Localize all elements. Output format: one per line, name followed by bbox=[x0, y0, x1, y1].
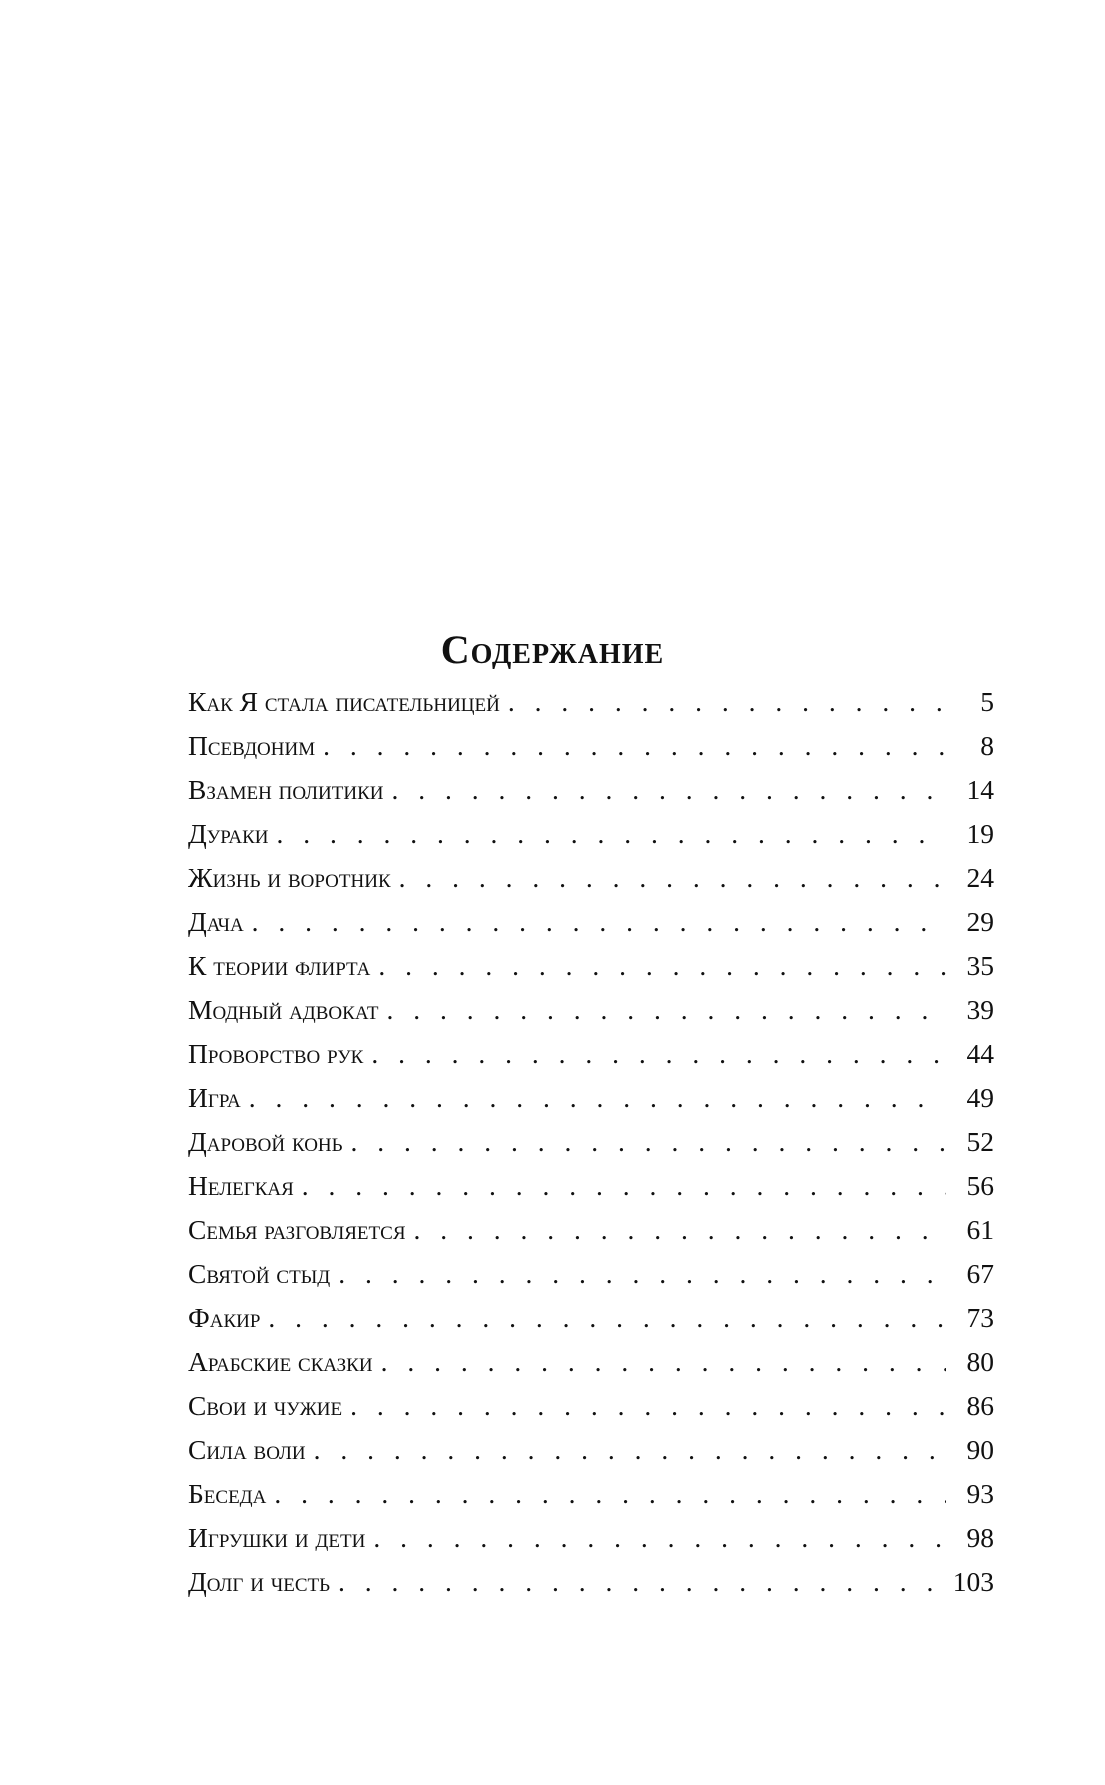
toc-entry-title: Нелегкая bbox=[188, 1170, 294, 1201]
toc-page-number: 90 bbox=[966, 1434, 994, 1465]
toc-dot-leader bbox=[268, 1296, 946, 1340]
toc-dot-leader bbox=[276, 812, 946, 856]
toc-entry[interactable] bbox=[188, 812, 994, 856]
toc-page-number: 29 bbox=[966, 906, 994, 937]
toc-entry-title: Свои и чужие bbox=[188, 1390, 343, 1421]
toc-entry[interactable] bbox=[188, 1560, 994, 1604]
toc-dot-leader bbox=[414, 1208, 947, 1252]
toc-entry-title: Псевдоним bbox=[188, 730, 316, 761]
toc-entry[interactable] bbox=[188, 900, 994, 944]
toc-dot-leader bbox=[378, 944, 946, 988]
toc-entry-title: Долг и честь bbox=[188, 1566, 331, 1597]
toc-dot-leader bbox=[323, 724, 946, 768]
toc-page-number: 44 bbox=[966, 1038, 994, 1069]
toc-entry-title: Как Я стала писательницей bbox=[188, 686, 500, 717]
toc-page-number: 67 bbox=[966, 1258, 994, 1289]
toc-entry[interactable] bbox=[188, 1208, 994, 1252]
toc-entry[interactable] bbox=[188, 1516, 994, 1560]
toc-entry-title: Игра bbox=[188, 1082, 241, 1113]
toc-entry[interactable] bbox=[188, 1296, 994, 1340]
toc-entry-title: Сила воли bbox=[188, 1434, 306, 1465]
toc-entry[interactable] bbox=[188, 944, 994, 988]
toc-entry[interactable] bbox=[188, 1340, 994, 1384]
toc-entry[interactable] bbox=[188, 856, 994, 900]
toc-page-number: 93 bbox=[966, 1478, 994, 1509]
toc-entry[interactable] bbox=[188, 724, 994, 768]
toc-entry-title: Дураки bbox=[188, 818, 269, 849]
toc-page-number: 73 bbox=[966, 1302, 994, 1333]
toc-entry[interactable] bbox=[188, 680, 994, 724]
toc-entry-title: К теории флирта bbox=[188, 950, 371, 981]
toc-title: Содержание bbox=[440, 626, 665, 672]
toc-page-number: 49 bbox=[966, 1082, 994, 1113]
toc-list bbox=[188, 680, 994, 1604]
toc-entry-title: Арабские сказки bbox=[188, 1346, 373, 1377]
toc-page-number: 35 bbox=[966, 950, 994, 981]
toc-dot-leader bbox=[386, 988, 946, 1032]
toc-dot-leader bbox=[274, 1472, 946, 1516]
toc-page-number: 61 bbox=[966, 1214, 994, 1245]
toc-page-number: 86 bbox=[966, 1390, 994, 1421]
toc-page-number: 52 bbox=[966, 1126, 994, 1157]
toc-page-number: 39 bbox=[966, 994, 994, 1025]
toc-entry-title: Модный адвокат bbox=[188, 994, 379, 1025]
toc-page-number: 24 bbox=[966, 862, 994, 893]
toc-entry[interactable] bbox=[188, 1428, 994, 1472]
toc-entry-title: Игрушки и дети bbox=[188, 1522, 366, 1553]
toc-entry-title: Жизнь и воротник bbox=[188, 862, 391, 893]
toc-entry[interactable] bbox=[188, 768, 994, 812]
toc-entry-title: Дача bbox=[188, 906, 244, 937]
toc-page-number: 5 bbox=[980, 686, 994, 717]
toc-entry-title: Семья разговляется bbox=[188, 1214, 406, 1245]
toc-entry-title: Святой стыд bbox=[188, 1258, 331, 1289]
toc-entry[interactable] bbox=[188, 1384, 994, 1428]
toc-entry[interactable] bbox=[188, 1032, 994, 1076]
toc-entry-title: Даровой конь bbox=[188, 1126, 343, 1157]
toc-entry[interactable] bbox=[188, 1472, 994, 1516]
toc-entry-title: Взамен политики bbox=[188, 774, 384, 805]
toc-dot-leader bbox=[302, 1164, 946, 1208]
toc-page-number: 103 bbox=[952, 1566, 994, 1597]
toc-dot-leader bbox=[338, 1252, 946, 1296]
toc-entry[interactable] bbox=[188, 1164, 994, 1208]
toc-dot-leader bbox=[508, 680, 946, 724]
toc-dot-leader bbox=[392, 768, 946, 812]
toc-page-number: 56 bbox=[966, 1170, 994, 1201]
toc-page-number: 80 bbox=[966, 1346, 994, 1377]
toc-entry-title: Проворство рук bbox=[188, 1038, 364, 1069]
toc-dot-leader bbox=[249, 1076, 946, 1120]
toc-dot-leader bbox=[338, 1560, 946, 1604]
toc-page-number: 14 bbox=[966, 774, 994, 805]
toc-entry-title: Факир bbox=[188, 1302, 261, 1333]
toc-page-number: 98 bbox=[966, 1522, 994, 1553]
toc-dot-leader bbox=[371, 1032, 946, 1076]
toc-entry[interactable] bbox=[188, 988, 994, 1032]
toc-dot-leader bbox=[381, 1340, 946, 1384]
toc-entry[interactable] bbox=[188, 1252, 994, 1296]
toc-dot-leader bbox=[314, 1428, 946, 1472]
toc-dot-leader bbox=[350, 1384, 946, 1428]
toc-entry[interactable] bbox=[188, 1120, 994, 1164]
toc-dot-leader bbox=[351, 1120, 946, 1164]
toc-dot-leader bbox=[399, 856, 946, 900]
toc-entry[interactable] bbox=[188, 1076, 994, 1120]
toc-page-number: 19 bbox=[966, 818, 994, 849]
toc-page-number: 8 bbox=[980, 730, 994, 761]
toc-dot-leader bbox=[252, 900, 946, 944]
toc-dot-leader bbox=[373, 1516, 946, 1560]
toc-entry-title: Беседа bbox=[188, 1478, 267, 1509]
